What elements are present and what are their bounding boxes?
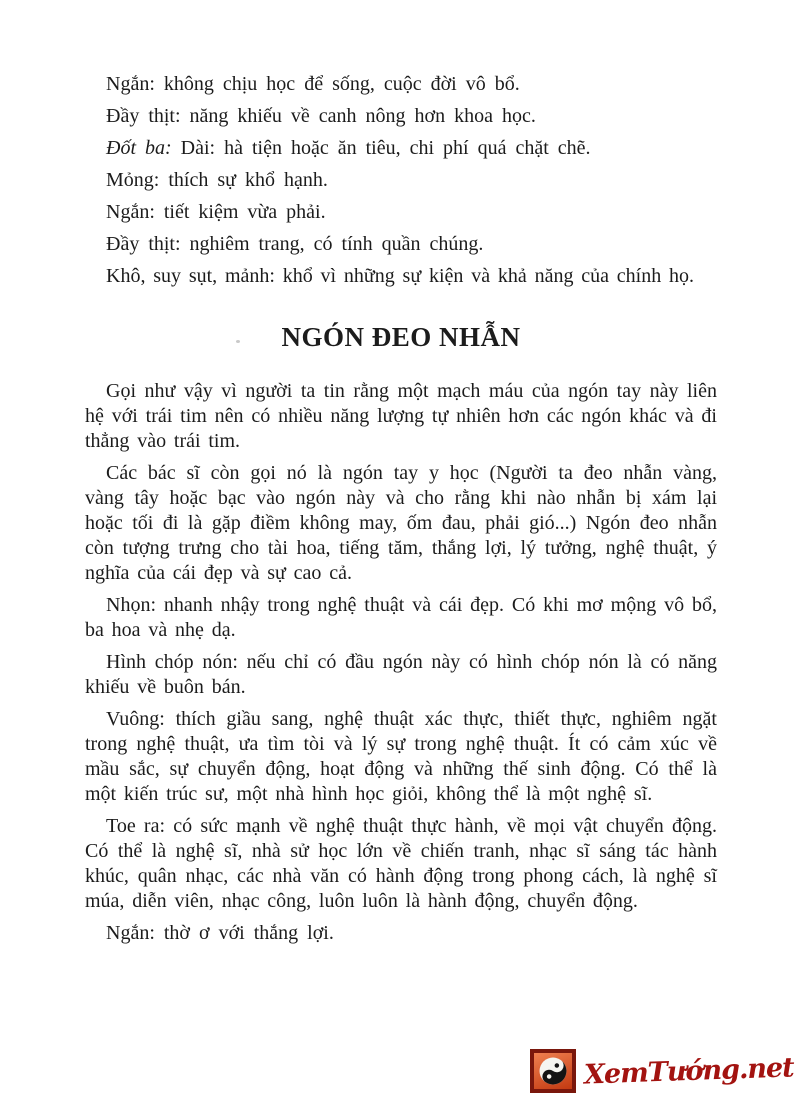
line-text: Ngắn: tiết kiệm vừa phải. [106, 201, 326, 223]
section-heading: NGÓN ĐEO NHẪN [281, 322, 521, 352]
yin-yang-icon [530, 1049, 576, 1093]
line-text: Dài: hà tiện hoặc ăn tiêu, chi phí quá chặt chẽ. [180, 137, 591, 159]
paragraph: Gọi như vậy vì người ta tin rằng một mạch máu của ngón tay này liên hệ với trái tim nên có nhiều năng lượng tự nhiên hơn các ngón khác và đi thẳng vào trái tim. [85, 380, 717, 452]
line-text: Ngắn: không chịu học để sống, cuộc đời vô bổ. [106, 73, 520, 95]
scan-speck [236, 340, 240, 343]
line-text: Mỏng: thích sự khổ hạnh. [106, 169, 328, 191]
paragraph: Vuông: thích giầu sang, nghệ thuật xác thực, thiết thực, nghiêm ngặt trong nghệ thuật, ưa tìm tòi và lý sự trong nghệ thuật. Ít có cảm xúc về mầu sắc, sự chuyển động, hoạt động và những thế sinh động. Có thể là một kiến trúc sư, một nhà hình học giỏi, không thể là một nghệ sĩ. [85, 708, 717, 805]
text-line [85, 72, 717, 97]
paragraph: Khô, suy sụt, mảnh: khổ vì những sự kiện và khả năng của chính họ. [106, 265, 695, 287]
paragraph: Toe ra: có sức mạnh về nghệ thuật thực hành, về mọi vật chuyển động. Có thể là nghệ sĩ, nhà sử học lớn về chiến tranh, nhạc sĩ sáng tác hành khúc, quân nhạc, các nhà văn có hành động trong phong cách, là nghệ sĩ múa, diễn viên, nhạc công, luôn luôn là hành động, chuyển động. [85, 815, 717, 912]
text-line [85, 104, 717, 129]
text-column [85, 72, 717, 953]
text-line [85, 200, 717, 225]
paragraph: Nhọn: nhanh nhậy trong nghệ thuật và cái đẹp. Có khi mơ mộng vô bổ, ba hoa và nhẹ dạ. [85, 594, 717, 641]
watermark [530, 1049, 794, 1093]
paragraph: Ngắn: thờ ơ với thắng lợi. [106, 922, 334, 944]
paragraph: Hình chóp nón: nếu chỉ có đầu ngón này có hình chóp nón là có năng khiếu về buôn bán. [85, 651, 717, 698]
watermark-site-name: XemTướng.net [583, 1051, 795, 1091]
text-line [85, 232, 717, 257]
line-text: Đầy thịt: nghiêm trang, có tính quần chúng. [106, 233, 484, 255]
italic-lead: Đốt ba: [106, 137, 172, 159]
line-text: Đầy thịt: năng khiếu về canh nông hơn khoa học. [106, 105, 536, 127]
text-line [85, 136, 717, 161]
text-line [85, 168, 717, 193]
paragraph: Các bác sĩ còn gọi nó là ngón tay y học (Người ta đeo nhẫn vàng, vàng tây hoặc bạc vào ngón này và cho rằng khi nào nhẫn bị xám lại hoặc tối đi là gặp điềm không may, ốm đau, phải gió...) Ngón đeo nhẫn còn tượng trưng cho tài hoa, tiếng tăm, thắng lợi, lý tưởng, nghệ thuật, ý nghĩa của cái đẹp và sự cao cả. [85, 462, 717, 584]
